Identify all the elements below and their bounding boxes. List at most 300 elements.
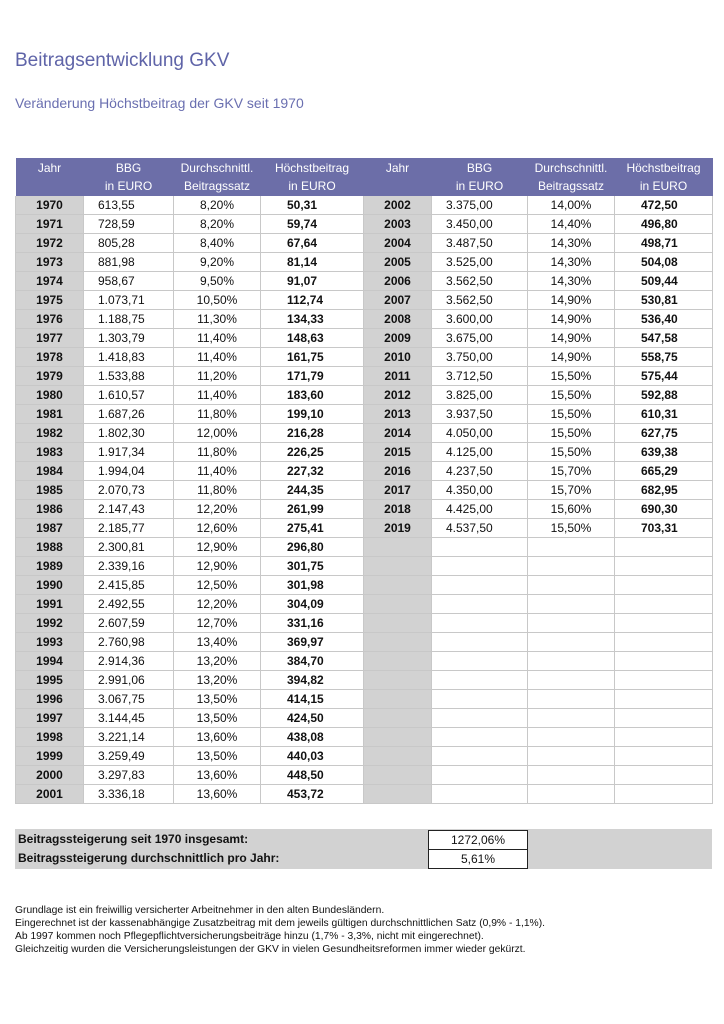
- year-cell: 2012: [364, 386, 432, 405]
- year-cell: 2000: [16, 766, 84, 785]
- max-contribution-cell: 261,99: [261, 500, 364, 519]
- rate-cell: 15,70%: [528, 462, 615, 481]
- bbg-cell: 3.336,18: [84, 785, 174, 804]
- table-row: [16, 310, 713, 329]
- rate-cell: 13,60%: [174, 766, 261, 785]
- rate-cell: 15,50%: [528, 386, 615, 405]
- rate-cell: 11,40%: [174, 386, 261, 405]
- year-cell: 1993: [16, 633, 84, 652]
- bbg-cell: 1.687,26: [84, 405, 174, 424]
- table-row: [16, 348, 713, 367]
- empty-year-cell: [364, 690, 432, 709]
- summary-total-label: Beitragssteigerung seit 1970 insgesamt:: [18, 832, 249, 846]
- table-row: [16, 595, 713, 614]
- table-row: [16, 652, 713, 671]
- max-contribution-cell: 472,50: [615, 196, 713, 215]
- bbg-cell: 4.350,00: [432, 481, 528, 500]
- bbg-cell: 805,28: [84, 234, 174, 253]
- table-row: [16, 785, 713, 804]
- max-contribution-cell: 331,16: [261, 614, 364, 633]
- rate-cell: 12,90%: [174, 557, 261, 576]
- header-bbg-line1: BBG: [115, 161, 142, 175]
- rate-cell: 13,40%: [174, 633, 261, 652]
- max-contribution-cell: 301,75: [261, 557, 364, 576]
- table-row: [16, 405, 713, 424]
- rate-cell: 13,60%: [174, 785, 261, 804]
- header-bbg-right-line2: in EURO: [455, 179, 504, 193]
- bbg-cell: 3.750,00: [432, 348, 528, 367]
- bbg-cell: 2.415,85: [84, 576, 174, 595]
- bbg-cell: 3.562,50: [432, 291, 528, 310]
- empty-year-cell: [364, 728, 432, 747]
- empty-cell: [432, 728, 528, 747]
- empty-cell: [615, 766, 713, 785]
- empty-cell: [432, 595, 528, 614]
- rate-cell: 11,40%: [174, 329, 261, 348]
- rate-cell: 13,50%: [174, 709, 261, 728]
- bbg-cell: 4.537,50: [432, 519, 528, 538]
- empty-cell: [528, 690, 615, 709]
- bbg-cell: 1.994,04: [84, 462, 174, 481]
- rate-cell: 8,20%: [174, 215, 261, 234]
- max-contribution-cell: 682,95: [615, 481, 713, 500]
- bbg-cell: 3.825,00: [432, 386, 528, 405]
- year-cell: 2019: [364, 519, 432, 538]
- max-contribution-cell: 627,75: [615, 424, 713, 443]
- header-bbg: [84, 158, 174, 196]
- year-cell: 1985: [16, 481, 84, 500]
- empty-cell: [432, 538, 528, 557]
- bbg-cell: 728,59: [84, 215, 174, 234]
- header-satz-right-line2: Beitragssatz: [537, 179, 605, 193]
- bbg-cell: 3.067,75: [84, 690, 174, 709]
- year-cell: 1984: [16, 462, 84, 481]
- bbg-cell: 3.712,50: [432, 367, 528, 386]
- empty-cell: [528, 747, 615, 766]
- rate-cell: 8,20%: [174, 196, 261, 215]
- year-cell: 1970: [16, 196, 84, 215]
- max-contribution-cell: 67,64: [261, 234, 364, 253]
- empty-cell: [432, 785, 528, 804]
- bbg-cell: 3.297,83: [84, 766, 174, 785]
- bbg-cell: 3.144,45: [84, 709, 174, 728]
- rate-cell: 13,50%: [174, 747, 261, 766]
- max-contribution-cell: 244,35: [261, 481, 364, 500]
- table-row: [16, 329, 713, 348]
- empty-cell: [528, 709, 615, 728]
- year-cell: 1992: [16, 614, 84, 633]
- year-cell: 2010: [364, 348, 432, 367]
- footnote: Grundlage ist ein freiwillig versicherter Arbeitnehmer in den alten Bundesländern.: [15, 905, 385, 916]
- header-jahr-text: Jahr: [37, 161, 62, 175]
- table-row: [16, 291, 713, 310]
- empty-cell: [615, 671, 713, 690]
- header-hb-line2: in EURO: [288, 179, 336, 193]
- max-contribution-cell: 496,80: [615, 215, 713, 234]
- empty-cell: [528, 576, 615, 595]
- max-contribution-cell: 575,44: [615, 367, 713, 386]
- max-contribution-cell: 369,97: [261, 633, 364, 652]
- year-cell: 1978: [16, 348, 84, 367]
- footnote: Gleichzeitig wurden die Versicherungsleistungen der GKV in vielen Gesundheitsreformen immer wieder gekürzt.: [15, 944, 526, 955]
- year-cell: 2006: [364, 272, 432, 291]
- year-cell: 2015: [364, 443, 432, 462]
- bbg-cell: 3.259,49: [84, 747, 174, 766]
- empty-cell: [432, 747, 528, 766]
- empty-cell: [615, 652, 713, 671]
- year-cell: 2004: [364, 234, 432, 253]
- rate-cell: 15,50%: [528, 519, 615, 538]
- table-row: [16, 443, 713, 462]
- rate-cell: 14,30%: [528, 234, 615, 253]
- empty-cell: [432, 614, 528, 633]
- bbg-cell: 4.425,00: [432, 500, 528, 519]
- year-cell: 1974: [16, 272, 84, 291]
- year-cell: 1990: [16, 576, 84, 595]
- bbg-cell: 1.533,88: [84, 367, 174, 386]
- max-contribution-cell: 199,10: [261, 405, 364, 424]
- table-row: [16, 272, 713, 291]
- rate-cell: 14,00%: [528, 196, 615, 215]
- max-contribution-cell: 610,31: [615, 405, 713, 424]
- table-row: [16, 671, 713, 690]
- table-row: [16, 500, 713, 519]
- bbg-cell: 3.450,00: [432, 215, 528, 234]
- header-satz-right: [528, 158, 615, 196]
- year-cell: 1996: [16, 690, 84, 709]
- header-satz: [174, 158, 261, 196]
- max-contribution-cell: 226,25: [261, 443, 364, 462]
- rate-cell: 9,20%: [174, 253, 261, 272]
- rate-cell: 11,30%: [174, 310, 261, 329]
- header-bbg-right: [432, 158, 528, 196]
- empty-cell: [528, 671, 615, 690]
- year-cell: 1991: [16, 595, 84, 614]
- max-contribution-cell: 91,07: [261, 272, 364, 291]
- empty-cell: [528, 652, 615, 671]
- rate-cell: 11,80%: [174, 405, 261, 424]
- bbg-cell: 1.303,79: [84, 329, 174, 348]
- rate-cell: 9,50%: [174, 272, 261, 291]
- table-header-row: [16, 158, 713, 196]
- summary-avg-label: Beitragssteigerung durchschnittlich pro Jahr:: [18, 851, 280, 865]
- table-row: [16, 690, 713, 709]
- table-row: [16, 215, 713, 234]
- bbg-cell: 3.375,00: [432, 196, 528, 215]
- bbg-cell: 613,55: [84, 196, 174, 215]
- rate-cell: 12,00%: [174, 424, 261, 443]
- table-body: [16, 196, 713, 804]
- rate-cell: 13,60%: [174, 728, 261, 747]
- rate-cell: 13,20%: [174, 652, 261, 671]
- rate-cell: 11,20%: [174, 367, 261, 386]
- bbg-cell: 2.300,81: [84, 538, 174, 557]
- empty-cell: [432, 709, 528, 728]
- rate-cell: 14,40%: [528, 215, 615, 234]
- year-cell: 1998: [16, 728, 84, 747]
- rate-cell: 13,50%: [174, 690, 261, 709]
- year-cell: 2005: [364, 253, 432, 272]
- year-cell: 1972: [16, 234, 84, 253]
- year-cell: 1981: [16, 405, 84, 424]
- year-cell: 1977: [16, 329, 84, 348]
- contribution-table: [15, 158, 713, 804]
- empty-cell: [615, 728, 713, 747]
- year-cell: 1988: [16, 538, 84, 557]
- max-contribution-cell: 171,79: [261, 367, 364, 386]
- max-contribution-cell: 275,41: [261, 519, 364, 538]
- empty-cell: [528, 785, 615, 804]
- empty-cell: [615, 538, 713, 557]
- year-cell: 1976: [16, 310, 84, 329]
- max-contribution-cell: 438,08: [261, 728, 364, 747]
- empty-year-cell: [364, 614, 432, 633]
- summary-avg-value: 5,61%: [428, 849, 528, 869]
- bbg-cell: 2.607,59: [84, 614, 174, 633]
- year-cell: 2018: [364, 500, 432, 519]
- rate-cell: 15,50%: [528, 405, 615, 424]
- bbg-cell: 1.418,83: [84, 348, 174, 367]
- table-row: [16, 234, 713, 253]
- bbg-cell: 4.237,50: [432, 462, 528, 481]
- rate-cell: 14,90%: [528, 310, 615, 329]
- bbg-cell: 3.525,00: [432, 253, 528, 272]
- summary-box: [15, 829, 712, 869]
- header-hb-right-line2: in EURO: [639, 179, 688, 193]
- bbg-cell: 3.221,14: [84, 728, 174, 747]
- bbg-cell: 3.562,50: [432, 272, 528, 291]
- header-hb: [261, 158, 364, 196]
- max-contribution-cell: 301,98: [261, 576, 364, 595]
- header-jahr: [16, 158, 84, 196]
- header-hb-line1: Höchstbeitrag: [274, 161, 350, 175]
- max-contribution-cell: 112,74: [261, 291, 364, 310]
- year-cell: 1989: [16, 557, 84, 576]
- empty-year-cell: [364, 766, 432, 785]
- bbg-cell: 1.188,75: [84, 310, 174, 329]
- page-subtitle: Veränderung Höchstbeitrag der GKV seit 1970: [15, 95, 304, 111]
- empty-cell: [432, 557, 528, 576]
- year-cell: 2009: [364, 329, 432, 348]
- table-row: [16, 462, 713, 481]
- empty-cell: [615, 614, 713, 633]
- bbg-cell: 3.675,00: [432, 329, 528, 348]
- rate-cell: 14,30%: [528, 272, 615, 291]
- table-row: [16, 576, 713, 595]
- header-satz-right-line1: Durchschnittl.: [534, 161, 608, 175]
- rate-cell: 15,50%: [528, 367, 615, 386]
- table-row: [16, 709, 713, 728]
- rate-cell: 14,90%: [528, 329, 615, 348]
- rate-cell: 11,40%: [174, 348, 261, 367]
- max-contribution-cell: 639,38: [615, 443, 713, 462]
- max-contribution-cell: 183,60: [261, 386, 364, 405]
- empty-cell: [432, 671, 528, 690]
- rate-cell: 12,70%: [174, 614, 261, 633]
- max-contribution-cell: 536,40: [615, 310, 713, 329]
- bbg-cell: 1.917,34: [84, 443, 174, 462]
- max-contribution-cell: 504,08: [615, 253, 713, 272]
- max-contribution-cell: 296,80: [261, 538, 364, 557]
- rate-cell: 12,60%: [174, 519, 261, 538]
- year-cell: 1986: [16, 500, 84, 519]
- empty-cell: [432, 652, 528, 671]
- header-jahr-right-text: Jahr: [385, 161, 410, 175]
- footnote: Eingerechnet ist der kassenabhängige Zusatzbeitrag mit dem jeweils gültigen durchschnittlichen Satz (0,9% - 1,1%).: [15, 918, 545, 929]
- empty-cell: [432, 690, 528, 709]
- year-cell: 1982: [16, 424, 84, 443]
- year-cell: 2008: [364, 310, 432, 329]
- page-title: Beitragsentwicklung GKV: [15, 50, 230, 71]
- table-row: [16, 633, 713, 652]
- max-contribution-cell: 227,32: [261, 462, 364, 481]
- year-cell: 2017: [364, 481, 432, 500]
- max-contribution-cell: 414,15: [261, 690, 364, 709]
- rate-cell: 15,60%: [528, 500, 615, 519]
- year-cell: 1979: [16, 367, 84, 386]
- empty-year-cell: [364, 747, 432, 766]
- bbg-cell: 2.914,36: [84, 652, 174, 671]
- year-cell: 2007: [364, 291, 432, 310]
- bbg-cell: 2.339,16: [84, 557, 174, 576]
- rate-cell: 12,20%: [174, 595, 261, 614]
- empty-cell: [615, 633, 713, 652]
- bbg-cell: 4.050,00: [432, 424, 528, 443]
- empty-year-cell: [364, 557, 432, 576]
- bbg-cell: 3.487,50: [432, 234, 528, 253]
- empty-cell: [432, 576, 528, 595]
- empty-year-cell: [364, 652, 432, 671]
- rate-cell: 12,90%: [174, 538, 261, 557]
- rate-cell: 15,70%: [528, 481, 615, 500]
- bbg-cell: 2.760,98: [84, 633, 174, 652]
- bbg-cell: 1.802,30: [84, 424, 174, 443]
- table-row: [16, 519, 713, 538]
- table-row: [16, 538, 713, 557]
- table-row: [16, 766, 713, 785]
- empty-cell: [615, 747, 713, 766]
- empty-year-cell: [364, 709, 432, 728]
- bbg-cell: 1.610,57: [84, 386, 174, 405]
- empty-cell: [528, 595, 615, 614]
- rate-cell: 12,20%: [174, 500, 261, 519]
- summary-total-row: [15, 830, 712, 849]
- empty-cell: [615, 785, 713, 804]
- header-bbg-line2: in EURO: [104, 179, 153, 193]
- bbg-cell: 3.600,00: [432, 310, 528, 329]
- year-cell: 1973: [16, 253, 84, 272]
- table-row: [16, 367, 713, 386]
- year-cell: 1994: [16, 652, 84, 671]
- empty-year-cell: [364, 576, 432, 595]
- bbg-cell: 2.991,06: [84, 671, 174, 690]
- rate-cell: 11,80%: [174, 443, 261, 462]
- table-row: [16, 424, 713, 443]
- empty-cell: [528, 633, 615, 652]
- bbg-cell: 2.492,55: [84, 595, 174, 614]
- rate-cell: 15,50%: [528, 424, 615, 443]
- empty-cell: [615, 709, 713, 728]
- empty-cell: [528, 538, 615, 557]
- header-satz-line2: Beitragssatz: [183, 179, 251, 193]
- empty-cell: [615, 576, 713, 595]
- max-contribution-cell: 665,29: [615, 462, 713, 481]
- max-contribution-cell: 161,75: [261, 348, 364, 367]
- rate-cell: 11,40%: [174, 462, 261, 481]
- year-cell: 1997: [16, 709, 84, 728]
- max-contribution-cell: 530,81: [615, 291, 713, 310]
- table-row: [16, 481, 713, 500]
- empty-cell: [528, 766, 615, 785]
- rate-cell: 8,40%: [174, 234, 261, 253]
- max-contribution-cell: 547,58: [615, 329, 713, 348]
- footnote: Ab 1997 kommen noch Pflegepflichtversicherungsbeiträge hinzu (1,7% - 3,3%, nicht mit eingerechnet).: [15, 931, 484, 942]
- bbg-cell: 3.937,50: [432, 405, 528, 424]
- year-cell: 1980: [16, 386, 84, 405]
- max-contribution-cell: 592,88: [615, 386, 713, 405]
- max-contribution-cell: 509,44: [615, 272, 713, 291]
- year-cell: 1995: [16, 671, 84, 690]
- max-contribution-cell: 424,50: [261, 709, 364, 728]
- table-row: [16, 614, 713, 633]
- year-cell: 2003: [364, 215, 432, 234]
- max-contribution-cell: 558,75: [615, 348, 713, 367]
- year-cell: 1975: [16, 291, 84, 310]
- summary-total-value: 1272,06%: [428, 830, 528, 850]
- year-cell: 2002: [364, 196, 432, 215]
- year-cell: 2014: [364, 424, 432, 443]
- empty-cell: [432, 633, 528, 652]
- bbg-cell: 881,98: [84, 253, 174, 272]
- empty-cell: [528, 728, 615, 747]
- empty-year-cell: [364, 671, 432, 690]
- header-hb-right: [615, 158, 713, 196]
- max-contribution-cell: 81,14: [261, 253, 364, 272]
- bbg-cell: 2.070,73: [84, 481, 174, 500]
- empty-year-cell: [364, 595, 432, 614]
- footnotes: [15, 904, 715, 956]
- header-jahr-right: [364, 158, 432, 196]
- header-bbg-right-line1: BBG: [466, 161, 493, 175]
- max-contribution-cell: 690,30: [615, 500, 713, 519]
- rate-cell: 13,20%: [174, 671, 261, 690]
- table-row: [16, 728, 713, 747]
- rate-cell: 14,30%: [528, 253, 615, 272]
- empty-year-cell: [364, 633, 432, 652]
- rate-cell: 12,50%: [174, 576, 261, 595]
- rate-cell: 15,50%: [528, 443, 615, 462]
- bbg-cell: 2.147,43: [84, 500, 174, 519]
- max-contribution-cell: 216,28: [261, 424, 364, 443]
- max-contribution-cell: 59,74: [261, 215, 364, 234]
- max-contribution-cell: 440,03: [261, 747, 364, 766]
- empty-cell: [615, 595, 713, 614]
- bbg-cell: 4.125,00: [432, 443, 528, 462]
- year-cell: 1983: [16, 443, 84, 462]
- empty-cell: [615, 557, 713, 576]
- max-contribution-cell: 703,31: [615, 519, 713, 538]
- max-contribution-cell: 453,72: [261, 785, 364, 804]
- max-contribution-cell: 304,09: [261, 595, 364, 614]
- year-cell: 1971: [16, 215, 84, 234]
- table-row: [16, 386, 713, 405]
- year-cell: 2011: [364, 367, 432, 386]
- empty-cell: [432, 766, 528, 785]
- max-contribution-cell: 498,71: [615, 234, 713, 253]
- max-contribution-cell: 448,50: [261, 766, 364, 785]
- header-satz-line1: Durchschnittl.: [180, 161, 254, 175]
- table-row: [16, 196, 713, 215]
